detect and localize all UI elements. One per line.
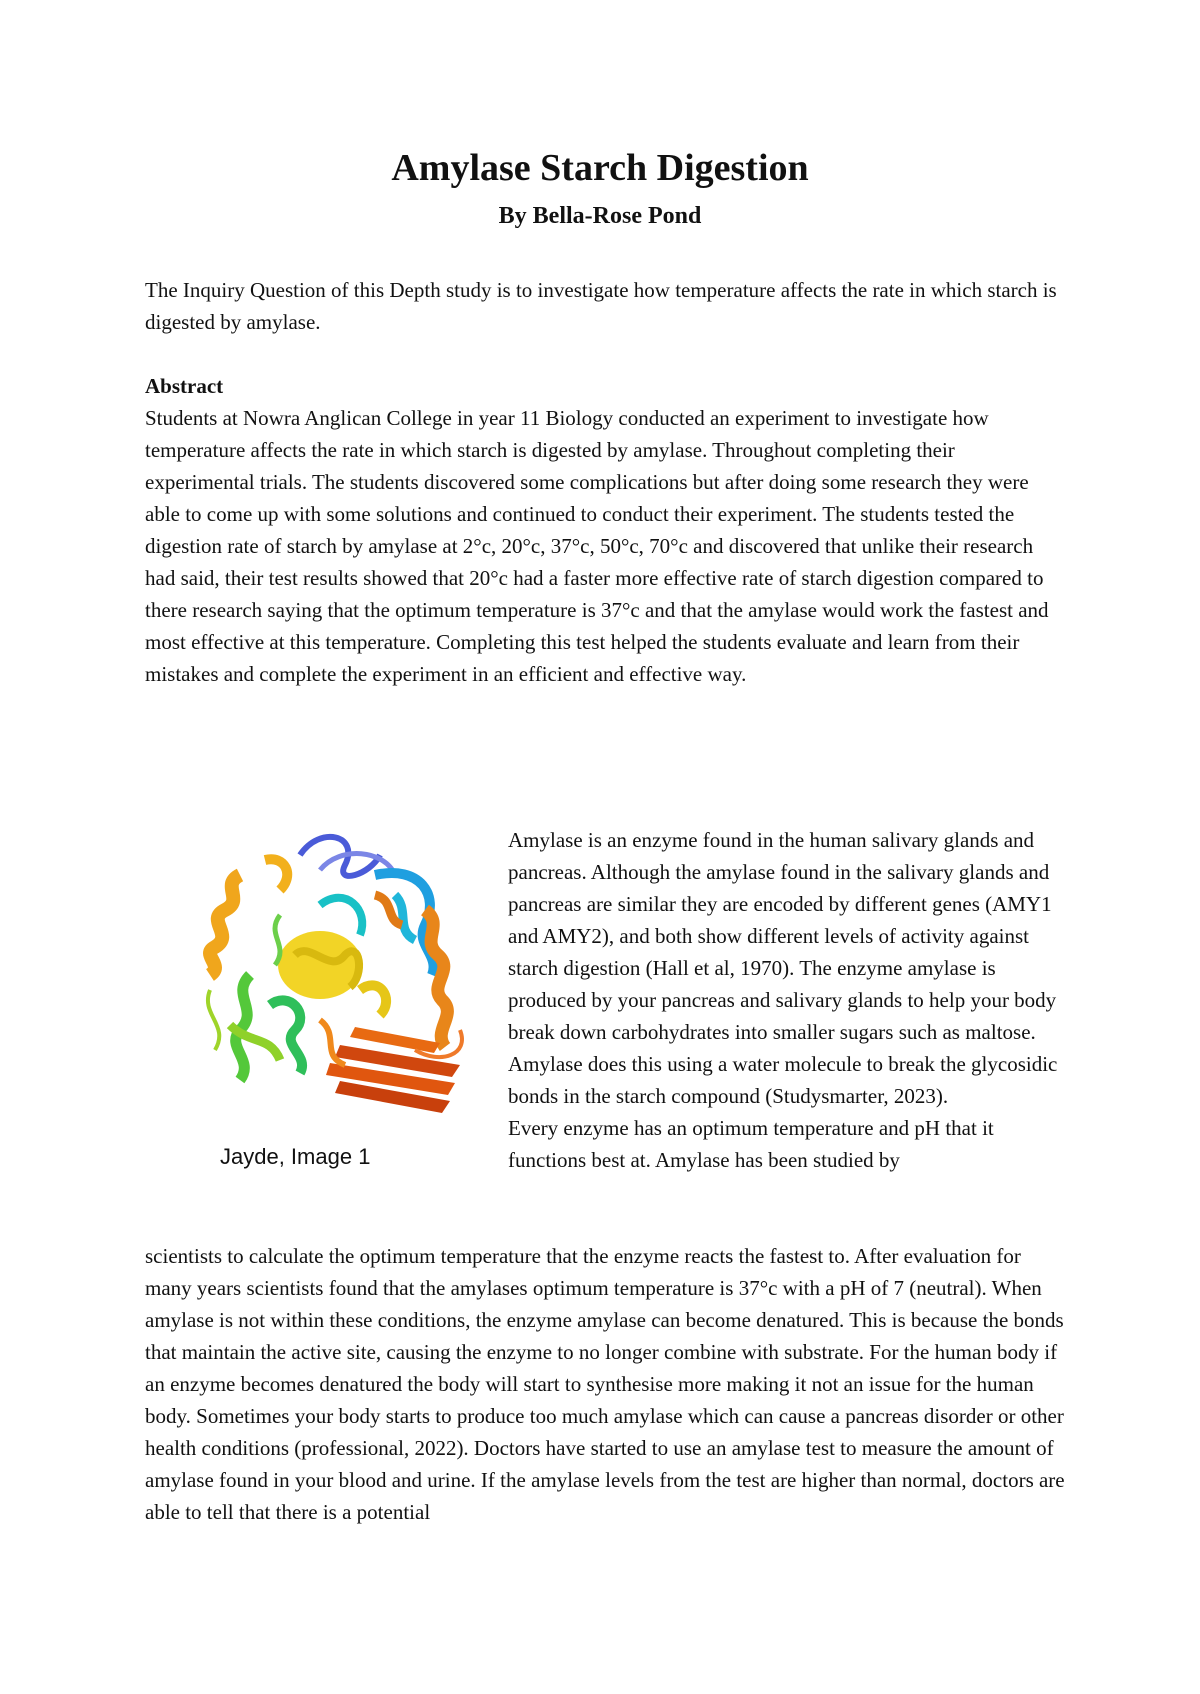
optimum-temperature-paragraph-continued: scientists to calculate the optimum temperature that the enzyme reacts the fastest to. After evaluation for many years scientists found that the amylases optimum temperature is 37°c with a pH of 7 (neutral). When amylase is not within these conditions, the enzyme amylase can become denatured. This is because the bonds that maintain the active site, causing the enzyme to no longer combine with substrate. For the human body if an enzyme becomes denatured the body will start to synthesise more making it not an issue for the human body. Sometimes your body starts to produce too much amylase which can cause a pancreas disorder or other health conditions (professional, 2022). Doctors have started to use an amylase test to measure the amount of amylase found in your blood and urine. If the amylase levels from the test are higher than normal, doctors are able to tell that there is a potential	[145, 1244, 1065, 1524]
amylase-structure-figure	[170, 815, 490, 1175]
full-width-text-column	[145, 1240, 1065, 1528]
figure-caption: Jayde, Image 1	[220, 1144, 371, 1169]
abstract-heading: Abstract	[145, 374, 224, 398]
amylase-description-paragraph: Amylase is an enzyme found in the human salivary glands and pancreas. Although the amylase found in the salivary glands and pancreas are similar they are encoded by different genes (AMY1 and AMY2), and both show different levels of activity against starch digestion (Hall et al, 1970). The enzyme amylase is produced by your pancreas and salivary glands to help your body break down carbohydrates into smaller sugars such as maltose. Amylase does this using a water molecule to break the glycosidic bonds in the starch compound (Studysmarter, 2023).	[508, 828, 1058, 1108]
optimum-temperature-paragraph-start: Every enzyme has an optimum temperature and pH that it functions best at. Amylase has been studied by	[508, 1116, 994, 1172]
protein-ribbon-structure-image	[170, 815, 490, 1135]
inquiry-question-paragraph: The Inquiry Question of this Depth study is to investigate how temperature affects the rate in which starch is digested by amylase.	[145, 278, 1057, 334]
document-title: Amylase Starch Digestion	[391, 147, 809, 189]
abstract-paragraph: Students at Nowra Anglican College in year 11 Biology conducted an experiment to investigate how temperature affects the rate in which starch is digested by amylase. Throughout completing their experimental trials. The students discovered some complications but after doing some research they were able to come up with some solutions and continued to conduct their experiment. The students tested the digestion rate of starch by amylase at 2°c, 20°c, 37°c, 50°c, 70°c and discovered that unlike their research had said, their test results showed that 20°c had a faster more effective rate of starch digestion compared to there research saying that the optimum temperature is 37°c and that the amylase would work the fastest and most effective at this temperature. Completing this test helped the students evaluate and learn from their mistakes and complete the experiment in an efficient and effective way.	[145, 406, 1049, 686]
wrapped-text-column	[508, 824, 1068, 1176]
document-author: By Bella-Rose Pond	[498, 203, 702, 229]
